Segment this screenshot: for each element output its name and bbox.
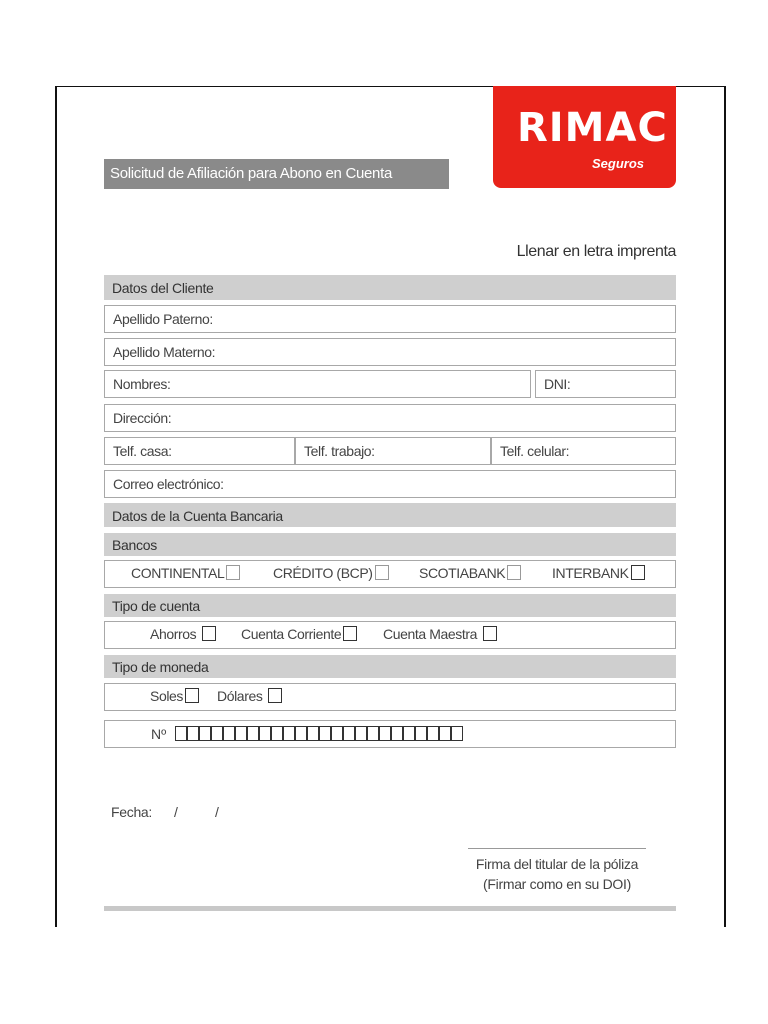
option-continental[interactable]: CONTINENTAL [131,565,240,581]
digit-box[interactable] [187,726,199,741]
account-number-row [104,720,676,748]
checkbox-cuenta-maestra[interactable] [483,626,497,641]
digit-box[interactable] [403,726,415,741]
digit-box[interactable] [259,726,271,741]
digit-box[interactable] [247,726,259,741]
digit-box[interactable] [355,726,367,741]
logo-main-text: RIMAC [517,105,668,151]
dni-field[interactable]: DNI: [535,370,676,398]
checkbox-cuenta-corriente[interactable] [343,626,357,641]
digit-box[interactable] [319,726,331,741]
telf-trabajo-field[interactable]: Telf. trabajo: [295,437,491,465]
section-cuenta-bancaria: Datos de la Cuenta Bancaria [104,503,676,527]
option-cuenta-corriente[interactable]: Cuenta Corriente [241,626,357,642]
digit-box[interactable] [379,726,391,741]
nombres-field[interactable]: Nombres: [104,370,531,398]
option-cuenta-maestra[interactable]: Cuenta Maestra [383,626,497,642]
signature-caption: Firma del titular de la póliza [475,856,639,872]
digit-box[interactable] [283,726,295,741]
digit-box[interactable] [439,726,451,741]
account-number-boxes[interactable] [175,726,463,741]
digit-box[interactable] [367,726,379,741]
telf-celular-field[interactable]: Telf. celular: [491,437,676,465]
option-credito[interactable]: CRÉDITO (BCP) [273,565,389,581]
form-title: Solicitud de Afiliación para Abono en Cuenta [104,159,449,189]
correo-field[interactable]: Correo electrónico: [104,470,676,498]
option-scotiabank[interactable]: SCOTIABANK [419,565,521,581]
apellido-materno-field[interactable]: Apellido Materno: [104,338,676,366]
option-interbank[interactable]: INTERBANK [552,565,645,581]
digit-box[interactable] [343,726,355,741]
checkbox-soles[interactable] [185,688,199,703]
digit-box[interactable] [175,726,187,741]
checkbox-credito[interactable] [375,565,389,580]
section-datos-cliente: Datos del Cliente [104,275,676,300]
fecha-label: Fecha: [111,804,152,820]
signature-note: (Firmar como en su DOI) [483,876,631,892]
digit-box[interactable] [427,726,439,741]
date-separator: / [215,804,219,820]
digit-box[interactable] [307,726,319,741]
bancos-row [104,560,676,588]
direccion-field[interactable]: Dirección: [104,404,676,432]
checkbox-continental[interactable] [226,565,240,580]
digit-box[interactable] [295,726,307,741]
section-tipo-moneda: Tipo de moneda [104,655,676,678]
digit-box[interactable] [451,726,463,741]
tipo-cuenta-row [104,621,676,649]
section-bancos: Bancos [104,533,676,556]
option-ahorros[interactable]: Ahorros [150,626,216,642]
logo-sub-text: Seguros [591,156,644,171]
checkbox-scotiabank[interactable] [507,565,521,580]
digit-box[interactable] [331,726,343,741]
option-dolares[interactable]: Dólares [217,688,282,704]
digit-box[interactable] [235,726,247,741]
rimac-logo [493,86,676,188]
digit-box[interactable] [271,726,283,741]
digit-box[interactable] [223,726,235,741]
digit-box[interactable] [391,726,403,741]
tipo-moneda-row [104,683,676,711]
option-soles[interactable]: Soles [150,688,199,704]
telf-casa-field[interactable]: Telf. casa: [104,437,295,465]
checkbox-ahorros[interactable] [202,626,216,641]
apellido-paterno-field[interactable]: Apellido Paterno: [104,305,676,333]
date-separator: / [174,804,178,820]
digit-box[interactable] [199,726,211,741]
digit-box[interactable] [211,726,223,741]
checkbox-interbank[interactable] [631,565,645,580]
fill-instruction: Llenar en letra imprenta [516,243,676,260]
signature-line [468,848,646,849]
digit-box[interactable] [415,726,427,741]
bottom-divider [104,906,676,911]
account-number-label: Nº [151,726,167,742]
checkbox-dolares[interactable] [268,688,282,703]
section-tipo-cuenta: Tipo de cuenta [104,594,676,617]
